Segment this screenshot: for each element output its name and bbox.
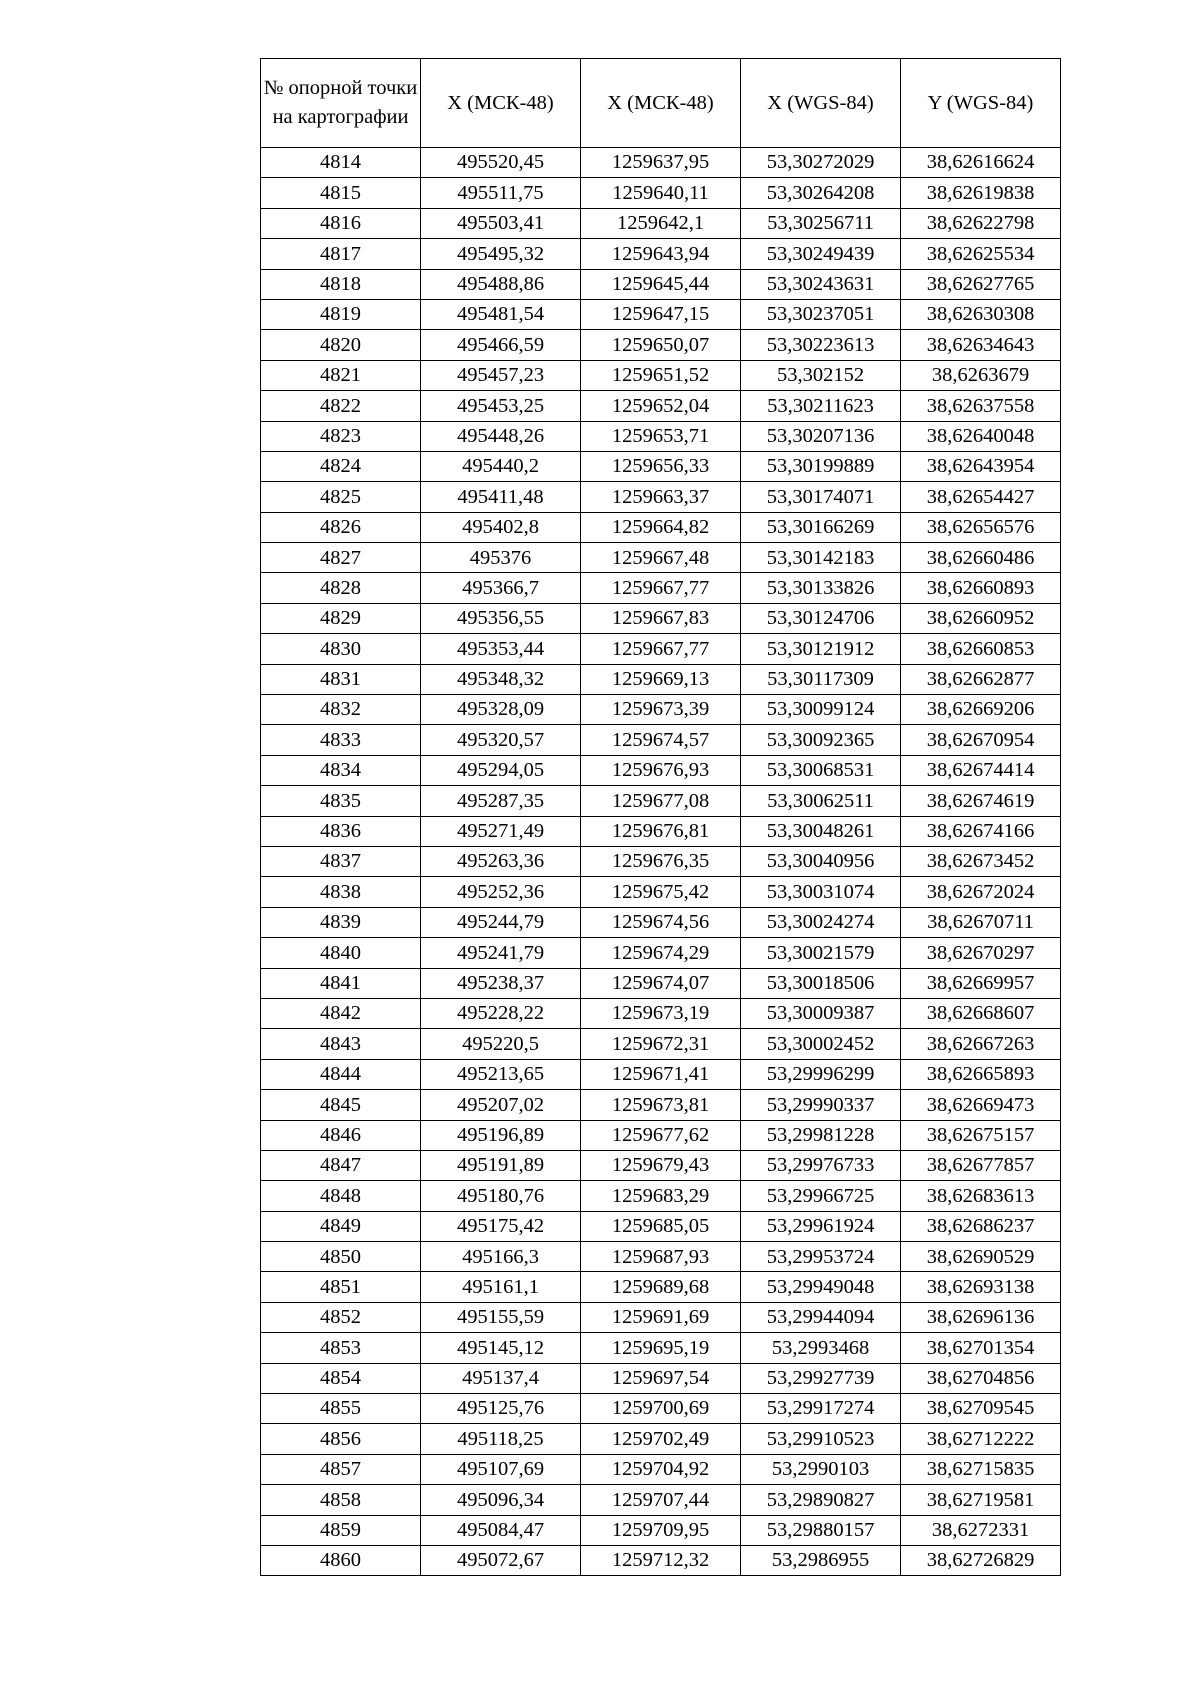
cell-x-msk48-second: 1259640,11	[581, 178, 741, 208]
table-row	[261, 1485, 1061, 1515]
cell-x-wgs84: 53,29961924	[741, 1211, 901, 1241]
table-row	[261, 938, 1061, 968]
cell-x-msk48: 495353,44	[421, 634, 581, 664]
cell-y-wgs84: 38,62696136	[901, 1302, 1061, 1332]
cell-x-msk48: 495511,75	[421, 178, 581, 208]
table-row	[261, 573, 1061, 603]
cell-y-wgs84: 38,62674619	[901, 786, 1061, 816]
coordinates-table	[260, 58, 1061, 1576]
cell-point-number: 4833	[261, 725, 421, 755]
cell-x-msk48-second: 1259671,41	[581, 1059, 741, 1089]
cell-y-wgs84: 38,62670954	[901, 725, 1061, 755]
table-row	[261, 816, 1061, 846]
cell-point-number: 4829	[261, 603, 421, 633]
cell-x-msk48: 495356,55	[421, 603, 581, 633]
cell-point-number: 4854	[261, 1363, 421, 1393]
cell-x-wgs84: 53,30024274	[741, 907, 901, 937]
cell-point-number: 4845	[261, 1090, 421, 1120]
cell-x-msk48-second: 1259656,33	[581, 451, 741, 481]
cell-x-msk48: 495411,48	[421, 482, 581, 512]
cell-y-wgs84: 38,62726829	[901, 1545, 1061, 1575]
cell-point-number: 4819	[261, 299, 421, 329]
cell-x-msk48-second: 1259637,95	[581, 148, 741, 178]
table-row	[261, 269, 1061, 299]
table-row	[261, 512, 1061, 542]
cell-y-wgs84: 38,62673452	[901, 846, 1061, 876]
cell-y-wgs84: 38,62674414	[901, 755, 1061, 785]
table-row	[261, 1150, 1061, 1180]
cell-point-number: 4847	[261, 1150, 421, 1180]
cell-point-number: 4844	[261, 1059, 421, 1089]
table-row	[261, 1120, 1061, 1150]
cell-y-wgs84: 38,62719581	[901, 1485, 1061, 1515]
cell-y-wgs84: 38,62637558	[901, 391, 1061, 421]
cell-x-msk48-second: 1259642,1	[581, 208, 741, 238]
cell-x-wgs84: 53,30048261	[741, 816, 901, 846]
cell-y-wgs84: 38,62693138	[901, 1272, 1061, 1302]
cell-x-wgs84: 53,30092365	[741, 725, 901, 755]
cell-x-msk48-second: 1259697,54	[581, 1363, 741, 1393]
cell-x-msk48: 495448,26	[421, 421, 581, 451]
cell-x-wgs84: 53,30021579	[741, 938, 901, 968]
table-row	[261, 1363, 1061, 1393]
cell-point-number: 4848	[261, 1181, 421, 1211]
cell-x-wgs84: 53,29917274	[741, 1394, 901, 1424]
cell-x-msk48: 495320,57	[421, 725, 581, 755]
cell-y-wgs84: 38,6263679	[901, 360, 1061, 390]
cell-x-msk48: 495137,4	[421, 1363, 581, 1393]
cell-y-wgs84: 38,62667263	[901, 1029, 1061, 1059]
table-row	[261, 1211, 1061, 1241]
cell-x-wgs84: 53,29981228	[741, 1120, 901, 1150]
cell-y-wgs84: 38,62654427	[901, 482, 1061, 512]
cell-x-wgs84: 53,30062511	[741, 786, 901, 816]
cell-point-number: 4834	[261, 755, 421, 785]
cell-x-msk48-second: 1259673,81	[581, 1090, 741, 1120]
cell-y-wgs84: 38,62634643	[901, 330, 1061, 360]
cell-y-wgs84: 38,62674166	[901, 816, 1061, 846]
cell-x-wgs84: 53,30002452	[741, 1029, 901, 1059]
cell-x-msk48-second: 1259667,83	[581, 603, 741, 633]
cell-x-wgs84: 53,29990337	[741, 1090, 901, 1120]
cell-y-wgs84: 38,62619838	[901, 178, 1061, 208]
cell-y-wgs84: 38,62669473	[901, 1090, 1061, 1120]
table-row	[261, 391, 1061, 421]
cell-y-wgs84: 38,62715835	[901, 1454, 1061, 1484]
table-row	[261, 1424, 1061, 1454]
cell-x-wgs84: 53,30124706	[741, 603, 901, 633]
table-row	[261, 239, 1061, 269]
cell-x-msk48: 495376	[421, 543, 581, 573]
table-row	[261, 907, 1061, 937]
cell-x-msk48-second: 1259672,31	[581, 1029, 741, 1059]
cell-x-wgs84: 53,30249439	[741, 239, 901, 269]
cell-x-wgs84: 53,2990103	[741, 1454, 901, 1484]
cell-point-number: 4850	[261, 1242, 421, 1272]
cell-x-msk48: 495466,59	[421, 330, 581, 360]
cell-x-wgs84: 53,30121912	[741, 634, 901, 664]
cell-point-number: 4859	[261, 1515, 421, 1545]
cell-x-msk48-second: 1259677,62	[581, 1120, 741, 1150]
table-row	[261, 1272, 1061, 1302]
cell-x-msk48-second: 1259695,19	[581, 1333, 741, 1363]
table-row	[261, 846, 1061, 876]
cell-x-msk48-second: 1259676,81	[581, 816, 741, 846]
cell-y-wgs84: 38,62660853	[901, 634, 1061, 664]
cell-x-msk48-second: 1259652,04	[581, 391, 741, 421]
cell-x-msk48: 495440,2	[421, 451, 581, 481]
cell-point-number: 4824	[261, 451, 421, 481]
cell-x-msk48: 495366,7	[421, 573, 581, 603]
cell-x-wgs84: 53,29910523	[741, 1424, 901, 1454]
table-header	[261, 59, 1061, 148]
cell-y-wgs84: 38,62669206	[901, 695, 1061, 725]
cell-x-msk48-second: 1259700,69	[581, 1394, 741, 1424]
cell-y-wgs84: 38,62627765	[901, 269, 1061, 299]
cell-x-msk48-second: 1259663,37	[581, 482, 741, 512]
table-row	[261, 482, 1061, 512]
cell-y-wgs84: 38,62677857	[901, 1150, 1061, 1180]
cell-x-wgs84: 53,30142183	[741, 543, 901, 573]
table-row	[261, 1333, 1061, 1363]
table-row	[261, 634, 1061, 664]
cell-point-number: 4851	[261, 1272, 421, 1302]
cell-y-wgs84: 38,62670711	[901, 907, 1061, 937]
cell-y-wgs84: 38,62675157	[901, 1120, 1061, 1150]
cell-point-number: 4828	[261, 573, 421, 603]
cell-x-msk48: 495263,36	[421, 846, 581, 876]
cell-x-msk48: 495118,25	[421, 1424, 581, 1454]
cell-y-wgs84: 38,62640048	[901, 421, 1061, 451]
cell-x-msk48: 495207,02	[421, 1090, 581, 1120]
cell-point-number: 4826	[261, 512, 421, 542]
cell-x-msk48-second: 1259669,13	[581, 664, 741, 694]
cell-x-msk48: 495294,05	[421, 755, 581, 785]
cell-point-number: 4832	[261, 695, 421, 725]
cell-x-wgs84: 53,2986955	[741, 1545, 901, 1575]
cell-x-wgs84: 53,30099124	[741, 695, 901, 725]
cell-y-wgs84: 38,62622798	[901, 208, 1061, 238]
cell-x-msk48: 495213,65	[421, 1059, 581, 1089]
header-x-msk48-second: X (МСК-48)	[581, 59, 741, 148]
table-row	[261, 1545, 1061, 1575]
cell-y-wgs84: 38,62625534	[901, 239, 1061, 269]
cell-x-wgs84: 53,29996299	[741, 1059, 901, 1089]
cell-x-wgs84: 53,302152	[741, 360, 901, 390]
header-y-wgs84: Y (WGS-84)	[901, 59, 1061, 148]
cell-x-msk48-second: 1259704,92	[581, 1454, 741, 1484]
cell-y-wgs84: 38,62660486	[901, 543, 1061, 573]
table-row	[261, 1394, 1061, 1424]
cell-x-msk48: 495457,23	[421, 360, 581, 390]
cell-y-wgs84: 38,62660952	[901, 603, 1061, 633]
cell-point-number: 4856	[261, 1424, 421, 1454]
cell-point-number: 4814	[261, 148, 421, 178]
cell-point-number: 4852	[261, 1302, 421, 1332]
cell-x-msk48-second: 1259689,68	[581, 1272, 741, 1302]
cell-y-wgs84: 38,62712222	[901, 1424, 1061, 1454]
cell-point-number: 4822	[261, 391, 421, 421]
cell-x-msk48: 495191,89	[421, 1150, 581, 1180]
table-row	[261, 998, 1061, 1028]
table-row	[261, 695, 1061, 725]
cell-x-msk48-second: 1259674,29	[581, 938, 741, 968]
header-x-msk48: X (МСК-48)	[421, 59, 581, 148]
cell-point-number: 4825	[261, 482, 421, 512]
cell-y-wgs84: 38,62668607	[901, 998, 1061, 1028]
cell-x-msk48-second: 1259683,29	[581, 1181, 741, 1211]
cell-x-wgs84: 53,29927739	[741, 1363, 901, 1393]
cell-point-number: 4840	[261, 938, 421, 968]
cell-point-number: 4837	[261, 846, 421, 876]
cell-point-number: 4841	[261, 968, 421, 998]
cell-x-msk48: 495107,69	[421, 1454, 581, 1484]
cell-point-number: 4815	[261, 178, 421, 208]
cell-point-number: 4827	[261, 543, 421, 573]
cell-point-number: 4860	[261, 1545, 421, 1575]
cell-point-number: 4821	[261, 360, 421, 390]
cell-point-number: 4820	[261, 330, 421, 360]
cell-y-wgs84: 38,62656576	[901, 512, 1061, 542]
cell-y-wgs84: 38,62630308	[901, 299, 1061, 329]
cell-x-wgs84: 53,30243631	[741, 269, 901, 299]
cell-x-msk48: 495096,34	[421, 1485, 581, 1515]
cell-y-wgs84: 38,62662877	[901, 664, 1061, 694]
cell-x-msk48: 495228,22	[421, 998, 581, 1028]
cell-x-msk48: 495271,49	[421, 816, 581, 846]
table-row	[261, 208, 1061, 238]
table-row	[261, 1242, 1061, 1272]
table-row	[261, 299, 1061, 329]
table-row	[261, 1454, 1061, 1484]
cell-y-wgs84: 38,62704856	[901, 1363, 1061, 1393]
cell-x-msk48: 495520,45	[421, 148, 581, 178]
table-row	[261, 1302, 1061, 1332]
cell-x-msk48: 495196,89	[421, 1120, 581, 1150]
cell-point-number: 4817	[261, 239, 421, 269]
cell-point-number: 4818	[261, 269, 421, 299]
cell-x-wgs84: 53,30174071	[741, 482, 901, 512]
cell-x-msk48: 495084,47	[421, 1515, 581, 1545]
cell-x-msk48: 495402,8	[421, 512, 581, 542]
table-row	[261, 664, 1061, 694]
cell-x-wgs84: 53,30031074	[741, 877, 901, 907]
table-row	[261, 755, 1061, 785]
cell-x-msk48-second: 1259702,49	[581, 1424, 741, 1454]
cell-x-msk48: 495488,86	[421, 269, 581, 299]
cell-x-msk48-second: 1259651,52	[581, 360, 741, 390]
cell-point-number: 4857	[261, 1454, 421, 1484]
table-row	[261, 421, 1061, 451]
cell-point-number: 4823	[261, 421, 421, 451]
cell-point-number: 4816	[261, 208, 421, 238]
cell-x-wgs84: 53,29976733	[741, 1150, 901, 1180]
cell-x-msk48: 495145,12	[421, 1333, 581, 1363]
cell-x-wgs84: 53,30256711	[741, 208, 901, 238]
cell-x-msk48-second: 1259664,82	[581, 512, 741, 542]
cell-x-msk48-second: 1259673,39	[581, 695, 741, 725]
cell-y-wgs84: 38,62665893	[901, 1059, 1061, 1089]
cell-point-number: 4839	[261, 907, 421, 937]
cell-x-msk48: 495161,1	[421, 1272, 581, 1302]
cell-x-msk48-second: 1259677,08	[581, 786, 741, 816]
cell-x-msk48-second: 1259709,95	[581, 1515, 741, 1545]
cell-x-msk48: 495175,42	[421, 1211, 581, 1241]
table-row	[261, 1181, 1061, 1211]
cell-y-wgs84: 38,62660893	[901, 573, 1061, 603]
cell-x-msk48-second: 1259650,07	[581, 330, 741, 360]
header-row	[261, 59, 1061, 148]
header-x-wgs84: X (WGS-84)	[741, 59, 901, 148]
cell-point-number: 4849	[261, 1211, 421, 1241]
cell-y-wgs84: 38,62709545	[901, 1394, 1061, 1424]
cell-x-wgs84: 53,30264208	[741, 178, 901, 208]
cell-x-msk48-second: 1259676,35	[581, 846, 741, 876]
table-row	[261, 786, 1061, 816]
cell-point-number: 4858	[261, 1485, 421, 1515]
table-row	[261, 543, 1061, 573]
cell-x-msk48-second: 1259679,43	[581, 1150, 741, 1180]
cell-x-wgs84: 53,30009387	[741, 998, 901, 1028]
cell-x-wgs84: 53,29966725	[741, 1181, 901, 1211]
cell-x-msk48: 495166,3	[421, 1242, 581, 1272]
table-row	[261, 1090, 1061, 1120]
cell-x-wgs84: 53,30040956	[741, 846, 901, 876]
cell-point-number: 4843	[261, 1029, 421, 1059]
cell-y-wgs84: 38,62670297	[901, 938, 1061, 968]
table-row	[261, 725, 1061, 755]
cell-point-number: 4838	[261, 877, 421, 907]
cell-x-msk48: 495481,54	[421, 299, 581, 329]
cell-x-wgs84: 53,29944094	[741, 1302, 901, 1332]
cell-y-wgs84: 38,62690529	[901, 1242, 1061, 1272]
cell-y-wgs84: 38,62683613	[901, 1181, 1061, 1211]
table-row	[261, 178, 1061, 208]
cell-x-wgs84: 53,30223613	[741, 330, 901, 360]
table-row	[261, 330, 1061, 360]
cell-x-msk48: 495252,36	[421, 877, 581, 907]
cell-x-msk48: 495180,76	[421, 1181, 581, 1211]
cell-x-msk48-second: 1259707,44	[581, 1485, 741, 1515]
cell-x-msk48-second: 1259685,05	[581, 1211, 741, 1241]
cell-y-wgs84: 38,62616624	[901, 148, 1061, 178]
cell-y-wgs84: 38,62669957	[901, 968, 1061, 998]
header-point-number: № опорной точки на картографии	[261, 59, 421, 148]
cell-x-wgs84: 53,2993468	[741, 1333, 901, 1363]
cell-x-msk48: 495453,25	[421, 391, 581, 421]
cell-x-msk48-second: 1259667,48	[581, 543, 741, 573]
cell-point-number: 4855	[261, 1394, 421, 1424]
table-body	[261, 148, 1061, 1576]
cell-x-wgs84: 53,30018506	[741, 968, 901, 998]
cell-point-number: 4853	[261, 1333, 421, 1363]
cell-x-msk48: 495495,32	[421, 239, 581, 269]
cell-point-number: 4831	[261, 664, 421, 694]
cell-x-msk48: 495244,79	[421, 907, 581, 937]
cell-x-msk48: 495328,09	[421, 695, 581, 725]
table-row	[261, 1515, 1061, 1545]
cell-x-msk48: 495503,41	[421, 208, 581, 238]
cell-x-wgs84: 53,30272029	[741, 148, 901, 178]
table-row	[261, 451, 1061, 481]
table-row	[261, 148, 1061, 178]
cell-x-msk48-second: 1259645,44	[581, 269, 741, 299]
cell-x-msk48: 495287,35	[421, 786, 581, 816]
table-row	[261, 877, 1061, 907]
cell-point-number: 4842	[261, 998, 421, 1028]
cell-x-wgs84: 53,30068531	[741, 755, 901, 785]
cell-x-wgs84: 53,30207136	[741, 421, 901, 451]
cell-point-number: 4830	[261, 634, 421, 664]
cell-x-msk48-second: 1259667,77	[581, 573, 741, 603]
cell-x-msk48-second: 1259673,19	[581, 998, 741, 1028]
cell-x-wgs84: 53,29890827	[741, 1485, 901, 1515]
cell-x-msk48-second: 1259647,15	[581, 299, 741, 329]
cell-x-wgs84: 53,29953724	[741, 1242, 901, 1272]
cell-point-number: 4846	[261, 1120, 421, 1150]
cell-x-wgs84: 53,30166269	[741, 512, 901, 542]
cell-point-number: 4835	[261, 786, 421, 816]
cell-y-wgs84: 38,62643954	[901, 451, 1061, 481]
cell-x-msk48: 495238,37	[421, 968, 581, 998]
cell-x-msk48: 495125,76	[421, 1394, 581, 1424]
cell-x-msk48-second: 1259674,57	[581, 725, 741, 755]
cell-y-wgs84: 38,62672024	[901, 877, 1061, 907]
cell-x-wgs84: 53,30117309	[741, 664, 901, 694]
cell-x-wgs84: 53,30237051	[741, 299, 901, 329]
cell-x-wgs84: 53,29880157	[741, 1515, 901, 1545]
table-row	[261, 1059, 1061, 1089]
table-row	[261, 1029, 1061, 1059]
cell-x-msk48-second: 1259667,77	[581, 634, 741, 664]
cell-x-msk48-second: 1259691,69	[581, 1302, 741, 1332]
cell-x-msk48-second: 1259674,56	[581, 907, 741, 937]
cell-x-msk48: 495155,59	[421, 1302, 581, 1332]
table-row	[261, 360, 1061, 390]
cell-x-msk48: 495348,32	[421, 664, 581, 694]
cell-x-wgs84: 53,30199889	[741, 451, 901, 481]
cell-x-wgs84: 53,29949048	[741, 1272, 901, 1302]
cell-x-msk48: 495072,67	[421, 1545, 581, 1575]
cell-x-msk48-second: 1259712,32	[581, 1545, 741, 1575]
cell-x-msk48-second: 1259674,07	[581, 968, 741, 998]
cell-x-msk48: 495241,79	[421, 938, 581, 968]
cell-y-wgs84: 38,6272331	[901, 1515, 1061, 1545]
cell-x-msk48-second: 1259653,71	[581, 421, 741, 451]
cell-x-msk48-second: 1259687,93	[581, 1242, 741, 1272]
cell-x-msk48-second: 1259643,94	[581, 239, 741, 269]
cell-x-msk48-second: 1259675,42	[581, 877, 741, 907]
cell-y-wgs84: 38,62686237	[901, 1211, 1061, 1241]
table-row	[261, 603, 1061, 633]
cell-x-msk48-second: 1259676,93	[581, 755, 741, 785]
cell-y-wgs84: 38,62701354	[901, 1333, 1061, 1363]
cell-x-msk48: 495220,5	[421, 1029, 581, 1059]
cell-x-wgs84: 53,30211623	[741, 391, 901, 421]
cell-point-number: 4836	[261, 816, 421, 846]
cell-x-wgs84: 53,30133826	[741, 573, 901, 603]
table-row	[261, 968, 1061, 998]
